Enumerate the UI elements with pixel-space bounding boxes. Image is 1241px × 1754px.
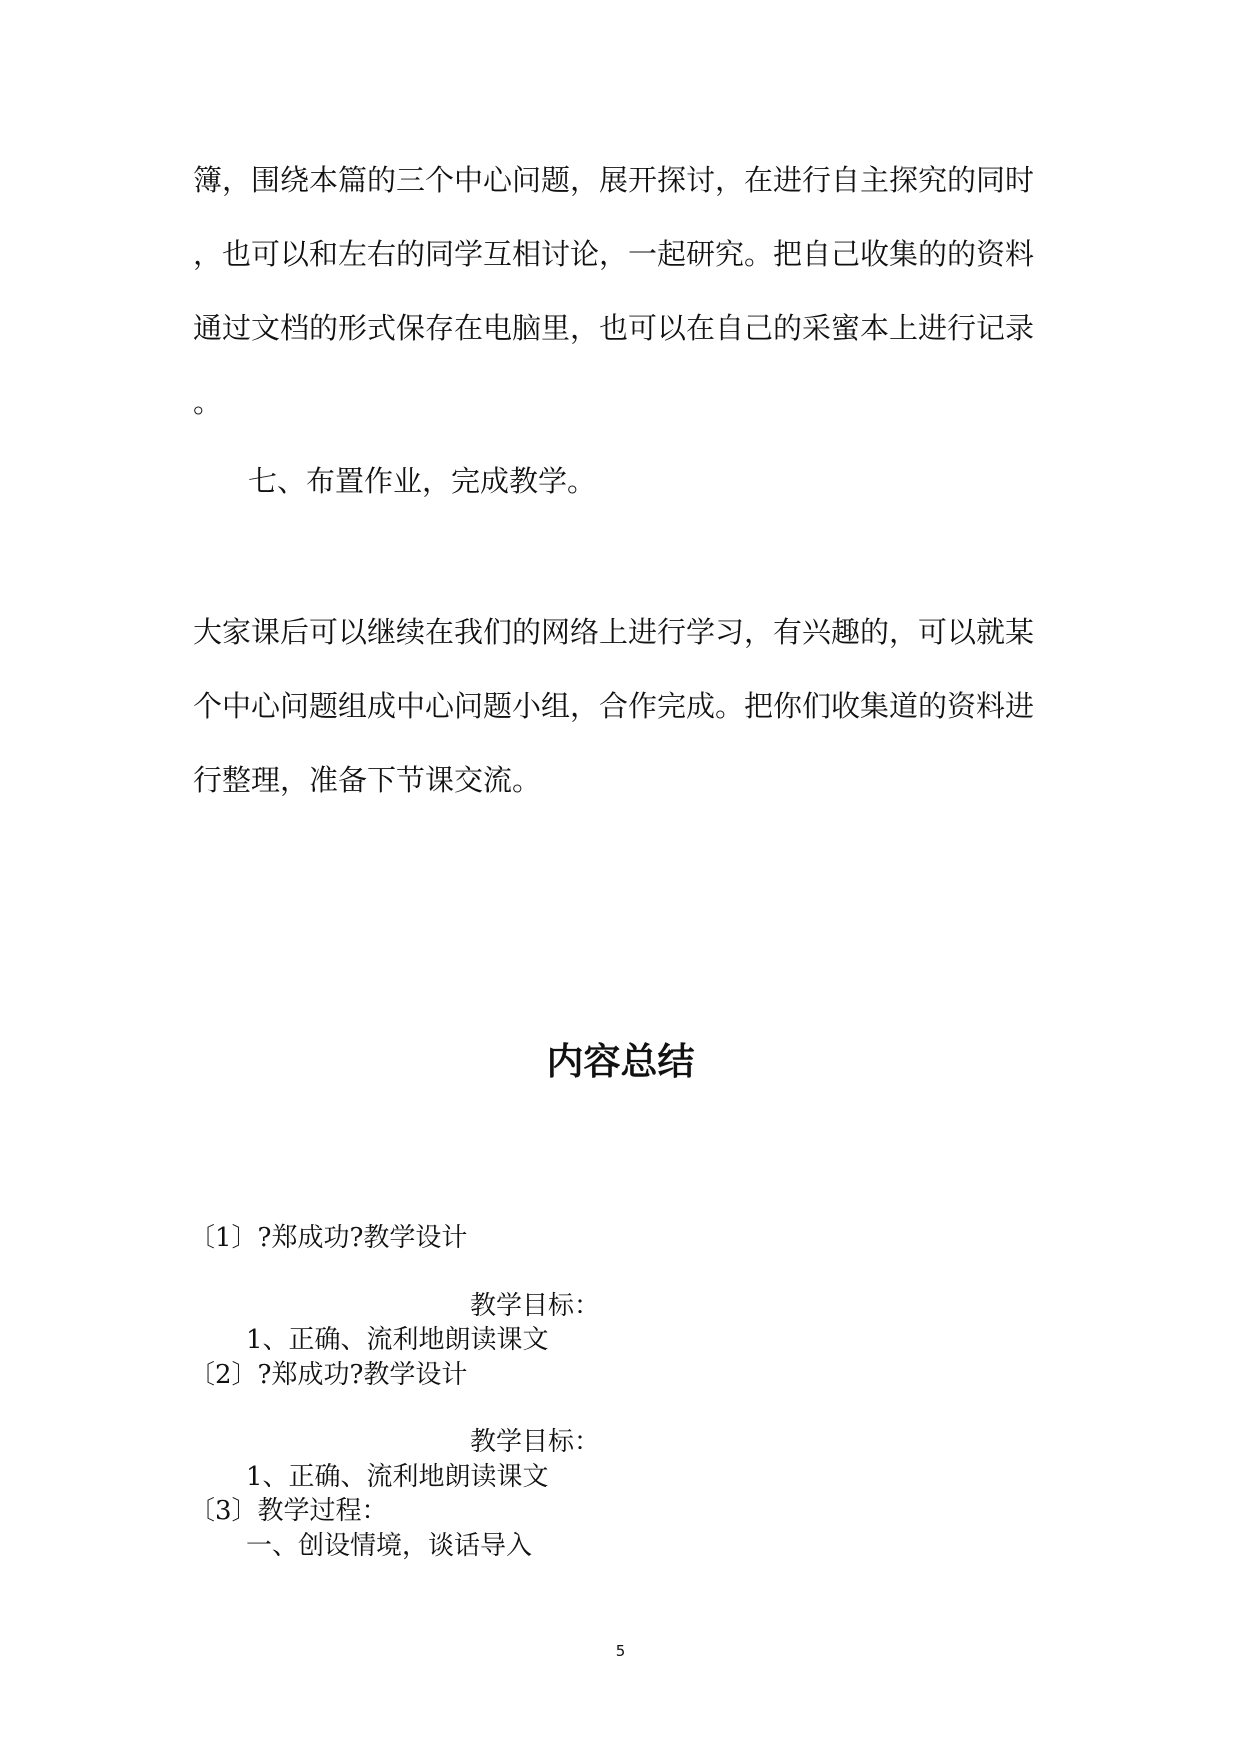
paragraph-line: 簿，围绕本篇的三个中心问题，展开探讨，在进行自主探究的同时: [193, 163, 1035, 197]
summary-line: 教学目标：: [470, 1291, 601, 1321]
summary-line: 〔2〕?郑成功?教学设计: [189, 1360, 468, 1390]
page-number: 5: [615, 1642, 626, 1660]
section-heading: 七、布置作业，完成教学。: [248, 464, 597, 498]
summary-line: 教学目标：: [470, 1427, 601, 1457]
summary-title: 内容总结: [546, 1040, 695, 1083]
paragraph-line: 行整理，准备下节课交流。: [193, 763, 542, 797]
summary-line: 〔3〕教学过程：: [189, 1496, 388, 1526]
paragraph-line: ，也可以和左右的同学互相讨论，一起研究。把自己收集的的资料: [193, 237, 1035, 271]
paragraph-line: 个中心问题组成中心问题小组，合作完成。把你们收集道的资料进: [193, 689, 1035, 723]
summary-line: 1、正确、流利地朗读课文: [246, 1462, 549, 1492]
summary-line: 〔1〕?郑成功?教学设计: [189, 1223, 468, 1253]
paragraph-line: 。: [193, 385, 223, 419]
summary-line: 一、创设情境，谈话导入: [246, 1531, 533, 1561]
summary-line: 1、正确、流利地朗读课文: [246, 1325, 549, 1355]
paragraph-line: 通过文档的形式保存在电脑里，也可以在自己的采蜜本上进行记录: [193, 311, 1035, 345]
paragraph-line: 大家课后可以继续在我们的网络上进行学习，有兴趣的，可以就某: [193, 615, 1035, 649]
